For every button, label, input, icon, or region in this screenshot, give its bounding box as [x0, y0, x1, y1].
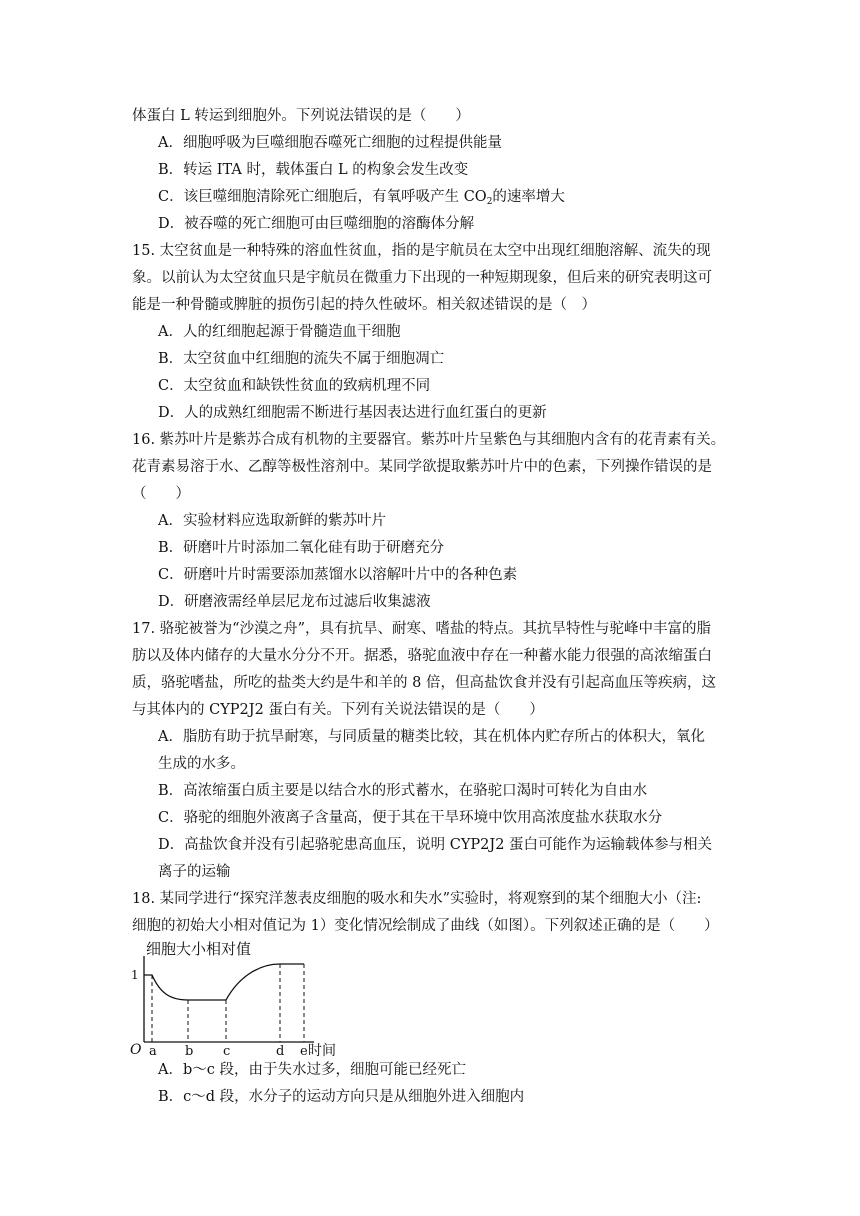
q15-stem-line2: 象。以前认为太空贫血只是宇航员在微重力下出现的一种短期现象，但后来的研究表明这可 [132, 270, 712, 286]
cell-size-chart [128, 938, 336, 1059]
x-tick-label-d: d [276, 1044, 285, 1059]
q17-option-b: B．高浓缩蛋白质主要是以结合水的形式蓄水，在骆驼口渴时可转化为自由水 [158, 783, 648, 799]
q14-option-b: B．转运 ITA 时，载体蛋白 L 的构象会发生改变 [158, 162, 469, 178]
q14-option-d: D．被吞噬的死亡细胞可由巨噬细胞的溶酶体分解 [158, 216, 475, 232]
q14-option-c-text2: 的速率增大 [492, 189, 565, 205]
q15-option-b: B．太空贫血中红细胞的流失不属于细胞凋亡 [158, 351, 445, 367]
q14-option-a: A．细胞呼吸为巨噬细胞吞噬死亡细胞的过程提供能量 [158, 135, 502, 151]
x-tick-label-e: e [300, 1044, 308, 1059]
co2-subscript: 2 [486, 197, 493, 207]
q18-option-b: B．c～d 段，水分子的运动方向只是从细胞外进入细胞内 [158, 1089, 525, 1105]
q16-stem-line1: 16. 紫苏叶片是紫苏合成有机物的主要器官。紫苏叶片呈紫色与其细胞内含有的花青素有关。 [132, 432, 726, 448]
q17-option-d-line2: 离子的运输 [158, 864, 231, 880]
y-axis-label: 细胞大小相对值 [146, 940, 252, 958]
y-tick-label-1: 1 [131, 968, 139, 982]
q16-option-b: B．研磨叶片时添加二氧化硅有助于研磨充分 [158, 540, 445, 556]
q16-stem-line2: 花青素易溶于水、乙醇等极性溶剂中。某同学欲提取紫苏叶片中的色素，下列操作错误的是 [132, 459, 712, 475]
q14-option-c-text1: C．该巨噬细胞清除死亡细胞后，有氧呼吸产生 CO [158, 189, 487, 205]
origin-label: O [130, 1042, 142, 1058]
q17-option-d-line1: D．高盐饮食并没有引起骆驼患高血压，说明 CYP2J2 蛋白可能作为运输载体参与相关 [158, 837, 713, 853]
q16-option-c: C．研磨叶片时需要添加蒸馏水以溶解叶片中的各种色素 [158, 567, 518, 583]
x-tick-label-c: c [223, 1044, 231, 1059]
q15-option-c: C．太空贫血和缺铁性贫血的致病机理不同 [158, 378, 431, 394]
q15-option-a: A．人的红细胞起源于骨髓造血干细胞 [158, 324, 401, 340]
q16-option-a: A．实验材料应选取新鲜的紫苏叶片 [158, 513, 386, 529]
q17-stem-line1: 17. 骆驼被誉为“沙漠之舟”，具有抗旱、耐寒、嗜盐的特点。其抗旱特性与驼峰中丰富的脂 [132, 621, 711, 637]
q16-option-d: D．研磨液需经单层尼龙布过滤后收集滤液 [158, 594, 431, 610]
x-tick-label-a: a [149, 1044, 157, 1059]
q14-option-c [158, 187, 565, 212]
q17-option-c: C．骆驼的细胞外液离子含量高，便于其在干旱环境中饮用高浓度盐水获取水分 [158, 810, 663, 826]
x-axis-label: 时间 [308, 1043, 336, 1059]
q17-option-a-line1: A．脂肪有助于抗旱耐寒，与同质量的糖类比较，其在机体内贮存所占的体积大，氧化 [158, 729, 705, 745]
q16-stem-line3: （ ） [132, 486, 190, 502]
q17-stem-line3: 质，骆驼嗜盐，所吃的盐类大约是牛和羊的 8 倍，但高盐饮食并没有引起高血压等疾病，这 [132, 675, 716, 691]
q18-stem-line2: 细胞的初始大小相对值记为 1）变化情况绘制成了曲线（如图）。下列叙述正确的是（ ） [132, 918, 719, 934]
q15-stem-line3: 能是一种骨髓或脾脏的损伤引起的持久性破坏。相关叙述错误的是（ ） [132, 297, 596, 313]
q17-stem-line2: 肪以及体内储存的大量水分分不开。据悉，骆驼血液中存在一种蓄水能力很强的高浓缩蛋白 [132, 648, 712, 664]
q14-stem-tail: 体蛋白 L 转运到细胞外。下列说法错误的是（ ） [132, 108, 470, 124]
q17-option-a-line2: 生成的水多。 [158, 756, 245, 772]
q15-option-d: D．人的成熟红细胞需不断进行基因表达进行血红蛋白的更新 [158, 405, 547, 421]
x-tick-label-b: b [185, 1044, 194, 1059]
q18-stem-line1: 18. 某同学进行“探究洋葱表皮细胞的吸水和失水”实验时，将观察到的某个细胞大小（注: [132, 891, 702, 907]
q18-option-a: A．b～c 段，由于失水过多，细胞可能已经死亡 [158, 1062, 466, 1078]
q15-stem-line1: 15. 太空贫血是一种特殊的溶血性贫血，指的是宇航员在太空中出现红细胞溶解、流失的现 [132, 243, 711, 259]
q17-stem-line4: 与其体内的 CYP2J2 蛋白有关。下列有关说法错误的是（ ） [132, 702, 544, 718]
